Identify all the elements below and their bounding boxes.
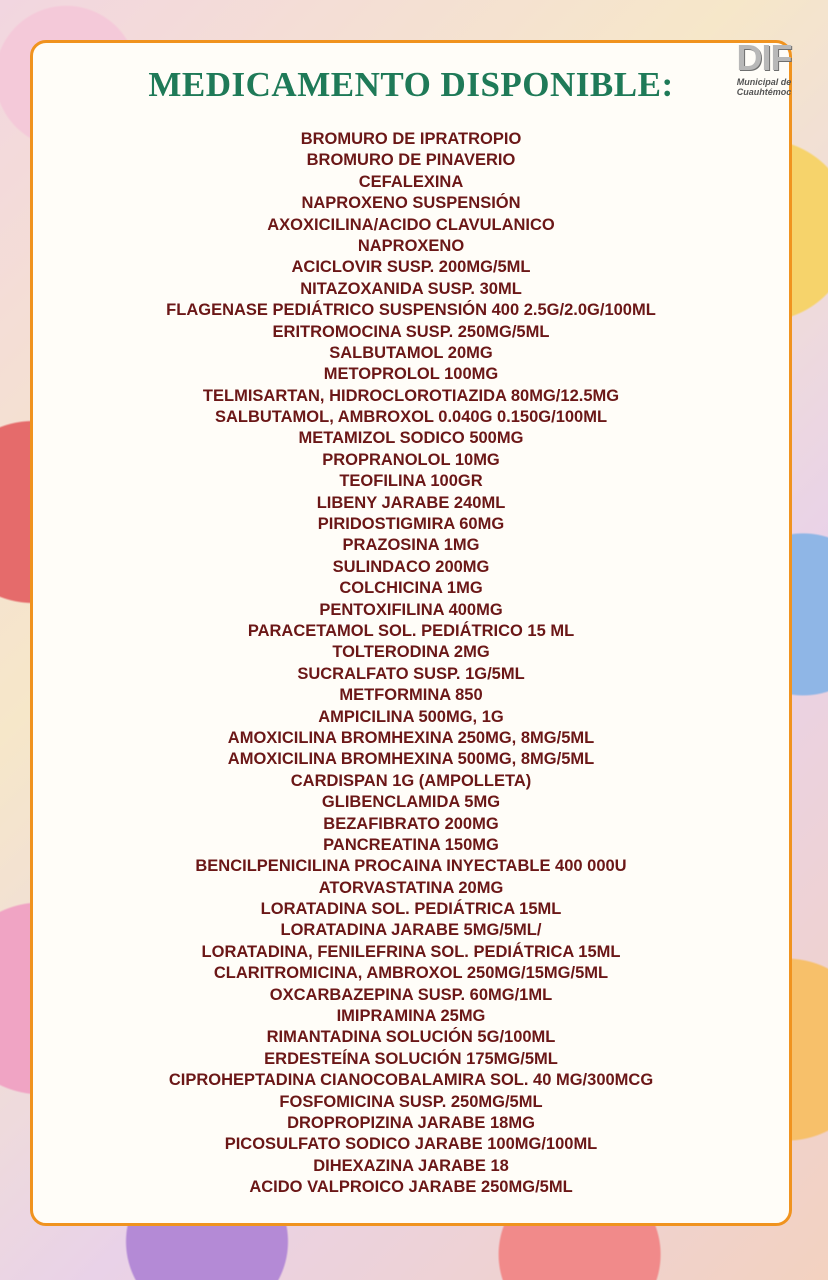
medication-item: LORATADINA JARABE 5MG/5ML/ xyxy=(280,921,542,940)
medication-item: AMOXICILINA BROMHEXINA 250MG, 8MG/5ML xyxy=(227,728,595,747)
medication-item: FOSFOMICINA SUSP. 250MG/5ML xyxy=(279,1092,543,1111)
medication-item: DROPROPIZINA JARABE 18MG xyxy=(287,1113,535,1132)
dif-logo xyxy=(727,39,801,103)
medication-item: DIHEXAZINA JARABE 18 xyxy=(313,1156,509,1175)
medication-item: TOLTERODINA 2MG xyxy=(332,643,490,662)
medication-item: BROMURO DE PINAVERIO xyxy=(306,151,516,170)
medication-item: TEOFILINA 100GR xyxy=(339,472,483,491)
medication-item: IMIPRAMINA 25MG xyxy=(336,1007,486,1026)
medication-item: LORATADINA, FENILEFRINA SOL. PEDIÁTRICA 15ML xyxy=(201,942,621,961)
medication-item: PANCREATINA 150MG xyxy=(323,835,499,854)
page-title: MEDICAMENTO DISPONIBLE: xyxy=(148,65,674,104)
medication-item: PIRIDOSTIGMIRA 60MG xyxy=(317,515,505,534)
medication-item: PROPRANOLOL 10MG xyxy=(322,450,500,469)
medication-item: AMPICILINA 500MG, 1G xyxy=(318,707,504,726)
medication-item: PENTOXIFILINA 400MG xyxy=(319,600,503,619)
medication-item: SALBUTAMOL 20MG xyxy=(329,343,493,362)
medication-item: CIPROHEPTADINA CIANOCOBALAMIRA SOL. 40 MG/300MCG xyxy=(168,1071,654,1090)
medication-item: NAPROXENO xyxy=(357,236,465,255)
medication-item: BEZAFIBRATO 200MG xyxy=(323,814,499,833)
medication-item: ERDESTEÍNA SOLUCIÓN 175MG/5ML xyxy=(264,1049,558,1068)
dif-logo-mark: DIF xyxy=(736,37,792,78)
medication-item: LIBENY JARABE 240ML xyxy=(316,493,506,512)
medication-item: SULINDACO 200MG xyxy=(332,557,490,576)
medication-item: BROMURO DE IPRATROPIO xyxy=(300,130,522,148)
medication-item: METFORMINA 850 xyxy=(339,686,483,705)
dif-logo-line2: Cuauhtémoc xyxy=(736,87,792,97)
medication-item: METAMIZOL SODICO 500MG xyxy=(298,429,524,448)
medication-list xyxy=(33,129,789,1199)
medication-item: ATORVASTATINA 20MG xyxy=(318,878,504,897)
medication-item: CEFALEXINA xyxy=(358,172,464,191)
medication-item: AMOXICILINA BROMHEXINA 500MG, 8MG/5ML xyxy=(227,750,595,769)
medication-item: OXCARBAZEPINA SUSP. 60MG/1ML xyxy=(269,985,553,1004)
medication-item: NITAZOXANIDA SUSP. 30ML xyxy=(300,279,522,298)
medication-item: METOPROLOL 100MG xyxy=(323,365,499,384)
medication-item: RIMANTADINA SOLUCIÓN 5G/100ML xyxy=(266,1028,556,1047)
medication-item: BENCILPENICILINA PROCAINA INYECTABLE 400 000U xyxy=(195,857,627,876)
medication-item: SALBUTAMOL, AMBROXOL 0.040G 0.150G/100ML xyxy=(214,408,608,427)
dif-logo-line1: Municipal de xyxy=(736,77,792,87)
medication-item: CLARITROMICINA, AMBROXOL 250MG/15MG/5ML xyxy=(213,964,609,983)
medication-item: TELMISARTAN, HIDROCLOROTIAZIDA 80MG/12.5MG xyxy=(202,386,620,405)
medication-item: CARDISPAN 1G (AMPOLLETA) xyxy=(290,771,532,790)
medication-item: ACICLOVIR SUSP. 200MG/5ML xyxy=(291,258,531,277)
medication-item: LORATADINA SOL. PEDIÁTRICA 15ML xyxy=(260,900,562,919)
medication-item: SUCRALFATO SUSP. 1G/5ML xyxy=(297,664,525,683)
medication-item: PRAZOSINA 1MG xyxy=(342,536,480,555)
medication-item: ACIDO VALPROICO JARABE 250MG/5ML xyxy=(249,1178,573,1197)
medication-item: PARACETAMOL SOL. PEDIÁTRICO 15 ML xyxy=(247,621,575,640)
medication-item: GLIBENCLAMIDA 5MG xyxy=(321,793,501,812)
medication-item: PICOSULFATO SODICO JARABE 100MG/100ML xyxy=(224,1135,598,1154)
medication-card xyxy=(30,37,792,1226)
medication-item: NAPROXENO SUSPENSIÓN xyxy=(301,194,521,213)
medication-item: FLAGENASE PEDIÁTRICO SUSPENSIÓN 400 2.5G/2.0G/100ML xyxy=(166,301,656,320)
medication-item: ERITROMOCINA SUSP. 250MG/5ML xyxy=(272,322,550,341)
medication-item: COLCHICINA 1MG xyxy=(339,579,483,598)
medication-item: AXOXICILINA/ACIDO CLAVULANICO xyxy=(267,215,555,234)
